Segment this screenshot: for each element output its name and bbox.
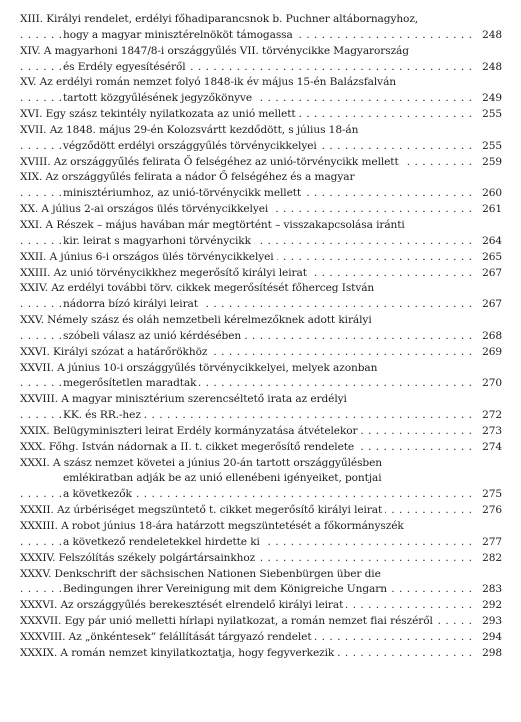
toc-entry bbox=[20, 266, 502, 282]
toc-page-number: 255 bbox=[477, 139, 502, 155]
toc-entry-text: XIII. Királyi rendelet, erdélyi főhadiparancsnok b. Puchner altábornagyhoz, bbox=[20, 13, 421, 25]
toc-page-number: 275 bbox=[477, 487, 502, 503]
toc-entry-continuation-line bbox=[20, 471, 502, 487]
toc-entry bbox=[20, 456, 502, 504]
toc-entry-continuation-line bbox=[20, 329, 502, 345]
toc-entry-title-line bbox=[20, 392, 502, 408]
toc-entry bbox=[20, 218, 502, 250]
toc-entry bbox=[20, 202, 502, 218]
toc-entry-continuation-line bbox=[20, 28, 502, 44]
toc-entry-text: emlékiratban adják be az unió ellenébeni igényeiket, pontjai bbox=[63, 472, 385, 484]
toc-entry-text: XXII. A június 6-i országos ülés törvénycikkelyei bbox=[20, 251, 277, 263]
toc-entry-title-line bbox=[20, 345, 502, 361]
toc-page-number: 282 bbox=[477, 551, 502, 567]
toc-entry bbox=[20, 170, 502, 202]
toc-entry-text: XX. A július 2-ai országos ülés törvénycikkelyei bbox=[20, 203, 271, 215]
toc-entry-title-line bbox=[20, 456, 502, 472]
toc-entry bbox=[20, 424, 502, 440]
toc-entry-text: Bedingungen ihrer Vereinigung mit dem Königreiche Ungarn bbox=[63, 583, 390, 595]
toc-entry-text: XXI. A Részek – május havában már megtörtént – visszakapcsolása iránti bbox=[20, 219, 408, 231]
toc-entry bbox=[20, 519, 502, 551]
toc-entry-text: XXXIII. A robot június 18-ára határzott megszüntetését a főkormányszék bbox=[20, 520, 407, 532]
toc-entry-title-line bbox=[20, 75, 502, 91]
toc-entry-title-line bbox=[20, 503, 502, 519]
toc-entry bbox=[20, 75, 502, 107]
toc-entry-continuation-line bbox=[20, 91, 502, 107]
toc-entry-title-line bbox=[20, 107, 502, 123]
toc-entry bbox=[20, 281, 502, 313]
toc-entry-text: hogy a magyar minisztérelnököt támogassa bbox=[63, 29, 296, 41]
toc-entry-title-line bbox=[20, 202, 502, 218]
toc-entry-title-line bbox=[20, 519, 502, 535]
toc-page-number: 261 bbox=[477, 202, 502, 218]
toc-page-number: 274 bbox=[477, 440, 502, 456]
toc-entry bbox=[20, 44, 502, 76]
toc-page-number: 259 bbox=[477, 155, 502, 171]
toc-entry bbox=[20, 598, 502, 614]
toc-page-number: 276 bbox=[477, 503, 502, 519]
toc-entry bbox=[20, 614, 502, 630]
toc-entry-title-line bbox=[20, 250, 502, 266]
toc-entry-title-line bbox=[20, 614, 502, 630]
toc-entry-continuation-line bbox=[20, 139, 502, 155]
toc-entry-title-line bbox=[20, 567, 502, 583]
toc-entry-title-line bbox=[20, 123, 502, 139]
toc-entry-text: a következők bbox=[63, 488, 135, 500]
toc-entry-text: minisztériumhoz, az unió-törvénycikk mellett bbox=[63, 187, 304, 199]
toc-entry-text: XVI. Egy szász tekintély nyilatkozata az unió mellett bbox=[20, 108, 299, 120]
toc-page-number: 267 bbox=[477, 266, 502, 282]
toc-entry-text: XXXVII. Egy pár unió melletti hírlapi nyilatkozat, a román nemzet fiai részéről bbox=[20, 615, 436, 627]
toc-entry bbox=[20, 392, 502, 424]
toc-entry-text: XV. Az erdélyi román nemzet folyó 1848-ik év május 15-én Balázsfalván bbox=[20, 76, 399, 88]
toc-entry-text: XXXI. A szász nemzet követei a június 20-án tartott országgyűlésben bbox=[20, 457, 385, 469]
toc-entry-text: XXXII. Az úrbériséget megszüntető t. cikket megerősítő királyi leirat bbox=[20, 504, 385, 516]
toc-entry-text: XVII. Az 1848. május 29-én Kolozsvártt kezdődött, s július 18-án bbox=[20, 124, 361, 136]
toc-entry-continuation-line bbox=[20, 582, 502, 598]
toc-entry bbox=[20, 551, 502, 567]
toc-entry bbox=[20, 630, 502, 646]
toc-entry-text: XVIII. Az országgyűlés felirata Ő felségéhez az unió-törvénycikk mellett bbox=[20, 156, 402, 168]
toc-page-number: 273 bbox=[477, 424, 502, 440]
toc-entry-continuation-line bbox=[20, 408, 502, 424]
toc-entry-continuation-line bbox=[20, 487, 502, 503]
toc-entry-continuation-line bbox=[20, 297, 502, 313]
toc-entry bbox=[20, 107, 502, 123]
toc-entry-text: tartott közgyűlésének jegyzőkönyve bbox=[63, 92, 255, 104]
toc-entry-text: XIV. A magyarhoni 1847/8-i országgyűlés VII. törvénycikke Magyarország bbox=[20, 45, 412, 57]
toc-entry-continuation-line bbox=[20, 234, 502, 250]
toc-entry bbox=[20, 12, 502, 44]
toc-entry-continuation-line bbox=[20, 376, 502, 392]
toc-entry-title-line bbox=[20, 266, 502, 282]
toc-entry-text: XXV. Némely szász és oláh nemzetbeli kérelmezőknek adott királyi bbox=[20, 314, 375, 326]
toc-entry bbox=[20, 123, 502, 155]
toc-entry bbox=[20, 313, 502, 345]
toc-page-number: 294 bbox=[477, 630, 502, 646]
toc-entry-text: XXXVI. Az országgyűlés berekesztését elrendelő királyi leirat bbox=[20, 599, 346, 611]
toc-page-number: 264 bbox=[477, 234, 502, 250]
toc-page-number: 269 bbox=[477, 345, 502, 361]
toc-entry-text: végződött erdélyi országgyűlés törvénycikkelyei bbox=[63, 140, 320, 152]
toc-entry-title-line bbox=[20, 44, 502, 60]
toc-page-number: 260 bbox=[477, 186, 502, 202]
toc-entry-text: nádorra bízó királyi leirat bbox=[63, 298, 201, 310]
toc-entry bbox=[20, 345, 502, 361]
toc-entry-text: megerősítetlen maradtak bbox=[63, 377, 199, 389]
toc-entry bbox=[20, 250, 502, 266]
toc-entry bbox=[20, 503, 502, 519]
toc-entry bbox=[20, 155, 502, 171]
toc-entry-text: XXXIV. Felszólítás székely polgártársainkhoz bbox=[20, 552, 258, 564]
toc-entry-text: XXIII. Az unió törvénycikkhez megerősítő királyi leirat bbox=[20, 267, 310, 279]
toc-entry bbox=[20, 567, 502, 599]
toc-entry-title-line bbox=[20, 598, 502, 614]
toc-entry-text: XIX. Az országgyűlés felirata a nádor Ő felségéhez és a magyar bbox=[20, 171, 357, 183]
toc-entry-continuation-line bbox=[20, 535, 502, 551]
toc-page-number: 255 bbox=[477, 107, 502, 123]
toc-entry-title-line bbox=[20, 281, 502, 297]
toc-entry-text: XXIV. Az erdélyi további törv. cikkek megerősítését főherceg István bbox=[20, 282, 377, 294]
toc-entry-text: KK. és RR.-hez bbox=[63, 409, 144, 421]
toc-entry-title-line bbox=[20, 440, 502, 456]
toc-page-number: 249 bbox=[477, 91, 502, 107]
toc-entry-text: XXVII. A június 10-i országgyűlés törvénycikkelyei, melyek azonban bbox=[20, 362, 380, 374]
toc-entry-text: XXXIX. A román nemzet kinyilatkoztatja, hogy fegyverkezik bbox=[20, 647, 337, 659]
toc-entry-continuation-line bbox=[20, 186, 502, 202]
toc-entry-text: XXXVIII. Az „önkéntesek” felállítását tárgyazó rendelet bbox=[20, 631, 314, 643]
toc-page-number: 248 bbox=[477, 60, 502, 76]
toc-entry-title-line bbox=[20, 12, 502, 28]
toc-entry-text: XXX. Főhg. István nádornak a II. t. cikket megerősítő rendelete bbox=[20, 441, 357, 453]
toc-page-number: 272 bbox=[477, 408, 502, 424]
toc-entry-text: XXVIII. A magyar minisztérium szerencséltető irata az erdélyi bbox=[20, 393, 350, 405]
toc-entry-title-line bbox=[20, 646, 502, 662]
toc-entry-text: XXVI. Királyi szózat a határőrökhöz bbox=[20, 346, 210, 358]
toc-page-number: 267 bbox=[477, 297, 502, 313]
toc-entry-text: kir. leirat s magyarhoni törvénycikk bbox=[63, 235, 254, 247]
toc-entry-title-line bbox=[20, 630, 502, 646]
toc-entry-text: szóbeli válasz az unió kérdésében bbox=[63, 330, 244, 342]
toc-entry-text: és Erdély egyesítéséről bbox=[63, 61, 189, 73]
toc-entry-title-line bbox=[20, 313, 502, 329]
toc-page-number: 277 bbox=[477, 535, 502, 551]
toc-entry-continuation-line bbox=[20, 60, 502, 76]
toc-entry-title-line bbox=[20, 551, 502, 567]
toc-entry-title-line bbox=[20, 170, 502, 186]
toc-page-number: 283 bbox=[477, 582, 502, 598]
toc-page-number: 265 bbox=[477, 250, 502, 266]
toc-entry-title-line bbox=[20, 155, 502, 171]
toc-page-number: 248 bbox=[477, 28, 502, 44]
toc-entry bbox=[20, 361, 502, 393]
toc-page-number: 298 bbox=[477, 646, 502, 662]
toc-entry bbox=[20, 440, 502, 456]
toc-page-number: 292 bbox=[477, 598, 502, 614]
toc-entry-text: a következő rendeletekkel hirdette ki bbox=[63, 536, 263, 548]
table-of-contents bbox=[20, 12, 502, 662]
toc-entry-text: XXXV. Denkschrift der sächsischen Nationen Siebenbürgen über die bbox=[20, 568, 384, 580]
toc-entry-text: XXIX. Belügyminiszteri leirat Erdély kormányzatása átvételekor bbox=[20, 425, 361, 437]
toc-page-number: 293 bbox=[477, 614, 502, 630]
toc-entry-title-line bbox=[20, 424, 502, 440]
toc-page-number: 270 bbox=[477, 376, 502, 392]
toc-entry-title-line bbox=[20, 361, 502, 377]
toc-entry-title-line bbox=[20, 218, 502, 234]
toc-page-number: 268 bbox=[477, 329, 502, 345]
toc-entry bbox=[20, 646, 502, 662]
